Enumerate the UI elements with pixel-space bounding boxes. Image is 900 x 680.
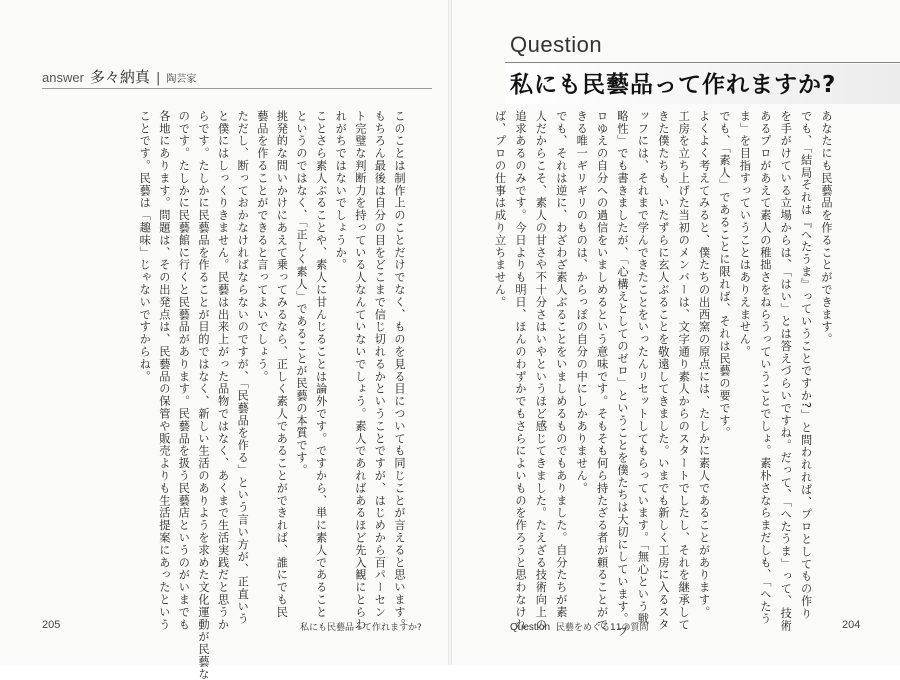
text-column: 追求あるのみです。今日よりも明日、ほんのわずかでもさらによいものを作ろうと思わなけれ <box>514 110 527 631</box>
text-column: 藝品を作ることができると言ってよいでしょう。 <box>255 110 269 383</box>
right-running-footer <box>510 620 648 633</box>
book-gutter <box>448 0 452 665</box>
answer-byline <box>42 66 196 87</box>
text-column: ただし、断っておかなければならないのですが、「民藝品を作る」という言い方が、正直いう <box>236 110 250 626</box>
question-rule <box>505 62 900 63</box>
text-column: ト完璧な判断力を持っている人なんていないでしょう。素人であればあるほど先入観にとらわ <box>353 110 367 631</box>
answer-label: answer <box>42 70 84 85</box>
right-page-number: 204 <box>842 619 861 631</box>
question-label: Question <box>510 32 603 57</box>
text-column: 各地にあります。問題は、その出発点は、民藝品の保管や販売よりも生活提案にあったという <box>157 110 171 631</box>
text-column: 工房を立ち上げた当初のメンバーは、文字通り素人からのスタートでしたし、それを継承して <box>677 110 691 631</box>
text-column: ま」を目指すっていうことはありえません。 <box>738 110 752 358</box>
text-column: きた僕たちも、いたずらに玄人ぶることを敬遠してきました。いまでも新しく工房に入るスタ <box>656 110 670 631</box>
text-column: でも、「結局それは『へたうま』っていうことですか?」と問われれば、プロとしてもの作り <box>799 110 813 620</box>
text-column: ば、プロの仕事は成り立ちません。 <box>493 110 507 309</box>
left-running-title: 私にも民藝品って作れますか? <box>300 623 422 633</box>
text-column: というのではなく、「正しく素人」であることが民藝の本質です。 <box>295 110 308 477</box>
text-column: 挑発的な問いかけにあえて乗ってみるなら、正しく素人であることができれば、誰にでも民 <box>275 110 289 619</box>
text-column: きる唯一ギリギリのものは、からっぽの自分の中にしかありません。 <box>575 110 589 495</box>
answerer-role: 陶芸家 <box>166 74 197 85</box>
text-column: 略性」でも書きましたが、「心構えとしてのゼロ」ということを僕たちは大切にしています。プ <box>616 110 629 638</box>
footer-question-label: Question <box>510 622 551 633</box>
text-column: れがちではないでしょうか。 <box>334 110 348 272</box>
text-column: あなたにも民藝品を作ることができます。 <box>820 110 833 346</box>
text-column: よくよく考えてみると、僕たちの出西窯の原点には、たしかに素人であることがあります。 <box>697 110 711 619</box>
text-column: ことさら素人ぶることや、素人に甘んじることは論外です。ですから、単に素人であること <box>314 110 328 619</box>
text-column: と僕にはしっくりきません。民藝は出来上がった品物ではなく、あくまで生活実践だと思うか <box>216 110 230 631</box>
question-title: 私にも民藝品って作れますか? <box>510 72 837 98</box>
text-column: もちろん最後は自分の目をどこまで信じ切れるかということですが、はじめから百パーセン <box>373 110 387 619</box>
text-column: でも、「素人」であることに限れば、それは民藝の要です。 <box>718 110 731 440</box>
text-column: このことは制作上のことだけでなく、ものを見る目についても同じことが言えると思います。 <box>393 110 406 631</box>
text-column: ッフには、それまで学んできたことをいったんリセットしてもらっています。「無心という戦 <box>636 110 650 626</box>
byline-separator: | <box>155 71 161 86</box>
text-column: あるプロがあえて素人の稚拙さをねらうっていうことでしょ。素朴さならまだしも、「へたう <box>758 110 772 626</box>
text-column: 人だからこそ、素人の甘さや不十分さはいやというほど感じてきました。たえざる技術向上の <box>534 110 548 631</box>
text-column: でも、それは逆に、わざわざ素人ぶることをいましめるものでもありました。自分たちが素 <box>554 110 568 619</box>
right-running-title: 民藝をめぐる11の質問 <box>556 623 649 633</box>
text-column: ことです。民藝は「趣味」じゃないですからね。 <box>138 110 152 383</box>
answerer-name: 多々納真 <box>89 68 150 86</box>
text-column: のです。たしかに民藝館に行くと民藝品があります。民藝品を扱う民藝店というのがいまでも <box>177 110 191 631</box>
text-column: らです。たしかに民藝品を作ることが目的ではなく、新しい生活のありようを求めた文化運動が民藝な <box>197 110 210 680</box>
text-column: ロゆえの自分への過信をいましめるという意味です。そもそも何ら持たざる者が頼ることがで <box>595 110 609 631</box>
answer-rule <box>42 88 432 89</box>
left-page-number: 205 <box>42 619 61 631</box>
text-column: を手がけている立場からは、「はい」とは答えづらいですね。だって、「へたうま」って、技術 <box>779 110 793 632</box>
